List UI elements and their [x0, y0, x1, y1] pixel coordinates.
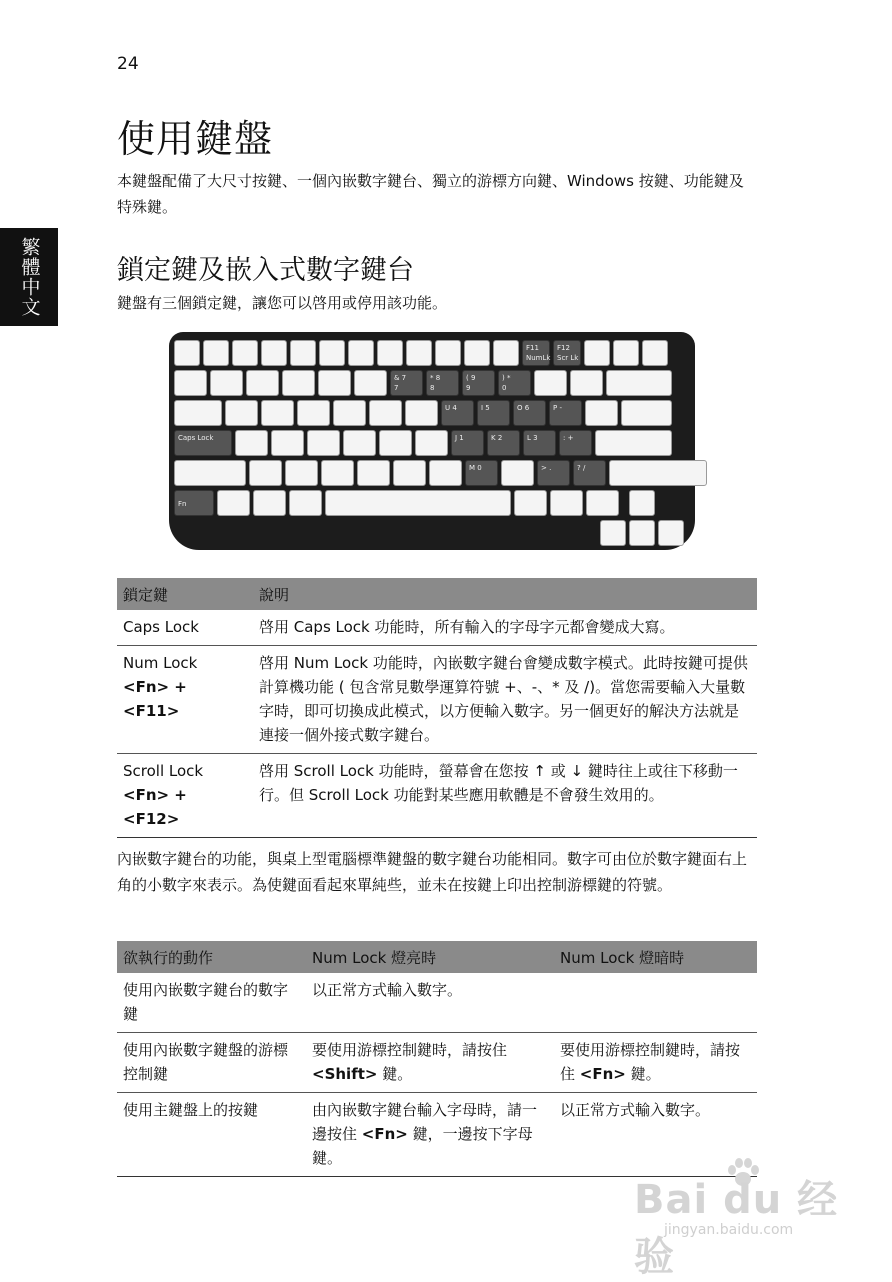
- key: [261, 340, 287, 366]
- table-row: [117, 973, 757, 1033]
- key: [285, 460, 318, 486]
- keypad-paragraph: 內嵌數字鍵台的功能，與桌上型電腦標準鍵盤的數字鍵台功能相同。數字可由位於數字鍵面右上角的小數字來表示。為使鍵面看起來單純些，並未在按鍵上印出控制游標鍵的符號。: [117, 850, 748, 894]
- table-header-row: [117, 578, 757, 610]
- key-p: P -: [549, 400, 582, 426]
- key-l: L 3: [523, 430, 556, 456]
- lock-keys-table: [117, 578, 757, 838]
- action-cell: 使用主鍵盤上的按鍵: [117, 1093, 306, 1177]
- key: [534, 370, 567, 396]
- key: [343, 430, 376, 456]
- key-o: O 6: [513, 400, 546, 426]
- action-cell: 使用內嵌數字鍵盤的游標控制鍵: [117, 1033, 306, 1093]
- key: [415, 430, 448, 456]
- table-row: [117, 1033, 757, 1093]
- key-8: * 8 8: [426, 370, 459, 396]
- key: [253, 490, 286, 516]
- baidu-watermark: [628, 1160, 858, 1280]
- language-side-tab-label: 繁體中文: [18, 237, 41, 317]
- column-header: 鎖定鍵: [117, 578, 253, 610]
- column-header: 欲執行的動作: [117, 941, 306, 973]
- key-i: I 5: [477, 400, 510, 426]
- key: [464, 340, 490, 366]
- key: [333, 400, 366, 426]
- key: [282, 370, 315, 396]
- numlock-off-cell: 要使用游標控制鍵時，請按住 <Fn> 鍵。: [554, 1033, 757, 1093]
- key-caps-lock: Caps Lock: [174, 430, 232, 456]
- key: [307, 430, 340, 456]
- key-arrow-up: [629, 490, 655, 516]
- numlock-off-cell: [554, 973, 757, 1033]
- key-combo: <Fn>: [361, 1125, 408, 1143]
- keyboard-row-home: [174, 430, 672, 456]
- key-shift-right: [609, 460, 707, 486]
- watermark-logo: Bai du 经验: [634, 1177, 839, 1280]
- key-j: J 1: [451, 430, 484, 456]
- numlock-on-cell: 要使用游標控制鍵時，請按住 <Shift> 鍵。: [306, 1033, 554, 1093]
- key: [393, 460, 426, 486]
- key: [501, 460, 534, 486]
- key: [406, 340, 432, 366]
- language-side-tab: [0, 228, 58, 326]
- key-m: M 0: [465, 460, 498, 486]
- key: [249, 460, 282, 486]
- page-title: 使用鍵盤: [117, 117, 274, 161]
- key: [203, 340, 229, 366]
- key-9: ( 9 9: [462, 370, 495, 396]
- table-row: [117, 754, 757, 838]
- lock-key-combo: <Fn> + <F11>: [123, 678, 187, 720]
- key-7: & 7 7: [390, 370, 423, 396]
- key: [429, 460, 462, 486]
- column-header: Num Lock 燈亮時: [306, 941, 554, 973]
- keyboard-arrow-up-row: [600, 490, 655, 516]
- table-row: [117, 646, 757, 754]
- key-shift-left: [174, 460, 246, 486]
- keyboard-row-function: [174, 340, 668, 366]
- lock-key-name: Scroll Lock: [123, 762, 204, 780]
- numlock-on-cell: 以正常方式輸入數字。: [306, 973, 554, 1033]
- key-period: > .: [537, 460, 570, 486]
- key: [318, 370, 351, 396]
- key-slash: ? /: [573, 460, 606, 486]
- key: [357, 460, 390, 486]
- key-arrow-down: [629, 520, 655, 546]
- numlock-off-cell: 以正常方式輸入數字。: [554, 1093, 757, 1177]
- key: [289, 490, 322, 516]
- keyboard-illustration: [164, 332, 700, 554]
- key: [613, 340, 639, 366]
- key-enter: [595, 430, 672, 456]
- keyboard-row-numbers: [174, 370, 672, 396]
- key-tab: [174, 400, 222, 426]
- key-backspace: [606, 370, 672, 396]
- key: [493, 340, 519, 366]
- key: [210, 370, 243, 396]
- keyboard-row-bottom: [174, 460, 707, 486]
- lock-key-name: Caps Lock: [123, 618, 199, 636]
- key-0: ) * 0: [498, 370, 531, 396]
- lock-desc-cell: 啓用 Num Lock 功能時，內嵌數字鍵台會變成數字模式。此時按鍵可提供計算機功能 ( 包含常見數學運算符號 +、-、* 及 /)。當您需要輸入大量數字時，即可切換成此模式，以方便輸入數字。另一個更好的解決方法就是連接一個外接式數字鍵台。: [253, 646, 757, 754]
- lock-key-cell: [117, 646, 253, 754]
- action-cell: 使用內嵌數字鍵台的數字鍵: [117, 973, 306, 1033]
- key-f12: F12 Scr Lk: [553, 340, 581, 366]
- key: [435, 340, 461, 366]
- key: [246, 370, 279, 396]
- section-description: 鍵盤有三個鎖定鍵，讓您可以啓用或停用該功能。: [117, 294, 448, 312]
- key: [379, 430, 412, 456]
- key-combo: <Shift>: [312, 1065, 378, 1083]
- intro-paragraph: 本鍵盤配備了大尺寸按鍵、一個內嵌數字鍵台、獨立的游標方向鍵、Windows 按鍵、功能鍵及特殊鍵。: [117, 172, 744, 216]
- page-number: 24: [117, 54, 139, 74]
- column-header: 說明: [253, 578, 757, 610]
- key: [405, 400, 438, 426]
- lock-desc-cell: 啓用 Scroll Lock 功能時，螢幕會在您按 ↑ 或 ↓ 鍵時往上或往下移動一行。但 Scroll Lock 功能對某些應用軟體是不會發生效用的。: [253, 754, 757, 838]
- key: [642, 340, 668, 366]
- lock-key-combo: <Fn> + <F12>: [123, 786, 187, 828]
- key: [377, 340, 403, 366]
- key: [621, 400, 672, 426]
- key: [235, 430, 268, 456]
- key-combo: <Fn>: [579, 1065, 626, 1083]
- key: [174, 340, 200, 366]
- key: [319, 340, 345, 366]
- watermark-url: jingyan.baidu.com: [664, 1222, 794, 1238]
- key-fn: Fn: [174, 490, 214, 516]
- key-semicolon: : +: [559, 430, 592, 456]
- keyboard-row-qwerty: [174, 400, 672, 426]
- key: [217, 490, 250, 516]
- key-f11: F11 NumLk: [522, 340, 550, 366]
- key-arrow-right: [658, 520, 684, 546]
- key-arrow-left: [600, 520, 626, 546]
- numlock-table: [117, 941, 757, 1177]
- table-header-row: [117, 941, 757, 973]
- column-header: Num Lock 燈暗時: [554, 941, 757, 973]
- key-k: K 2: [487, 430, 520, 456]
- key: [271, 430, 304, 456]
- lock-key-name: Num Lock: [123, 654, 198, 672]
- key-space: [325, 490, 511, 516]
- key: [514, 490, 547, 516]
- keyboard-row-space: [174, 490, 619, 516]
- key: [290, 340, 316, 366]
- key: [584, 340, 610, 366]
- table-row: [117, 610, 757, 646]
- key: [585, 400, 618, 426]
- key: [261, 400, 294, 426]
- key: [369, 400, 402, 426]
- key: [348, 340, 374, 366]
- key-u: U 4: [441, 400, 474, 426]
- lock-key-cell: [117, 610, 253, 646]
- key: [225, 400, 258, 426]
- keyboard-arrow-row: [600, 520, 684, 546]
- lock-key-cell: [117, 754, 253, 838]
- numlock-on-cell: 由內嵌數字鍵台輸入字母時，請一邊按住 <Fn> 鍵，一邊按下字母鍵。: [306, 1093, 554, 1177]
- key: [321, 460, 354, 486]
- key: [297, 400, 330, 426]
- key: [232, 340, 258, 366]
- key: [550, 490, 583, 516]
- key: [570, 370, 603, 396]
- section-title: 鎖定鍵及嵌入式數字鍵台: [117, 255, 414, 286]
- lock-desc-cell: 啓用 Caps Lock 功能時，所有輸入的字母字元都會變成大寫。: [253, 610, 757, 646]
- key: [354, 370, 387, 396]
- key: [174, 370, 207, 396]
